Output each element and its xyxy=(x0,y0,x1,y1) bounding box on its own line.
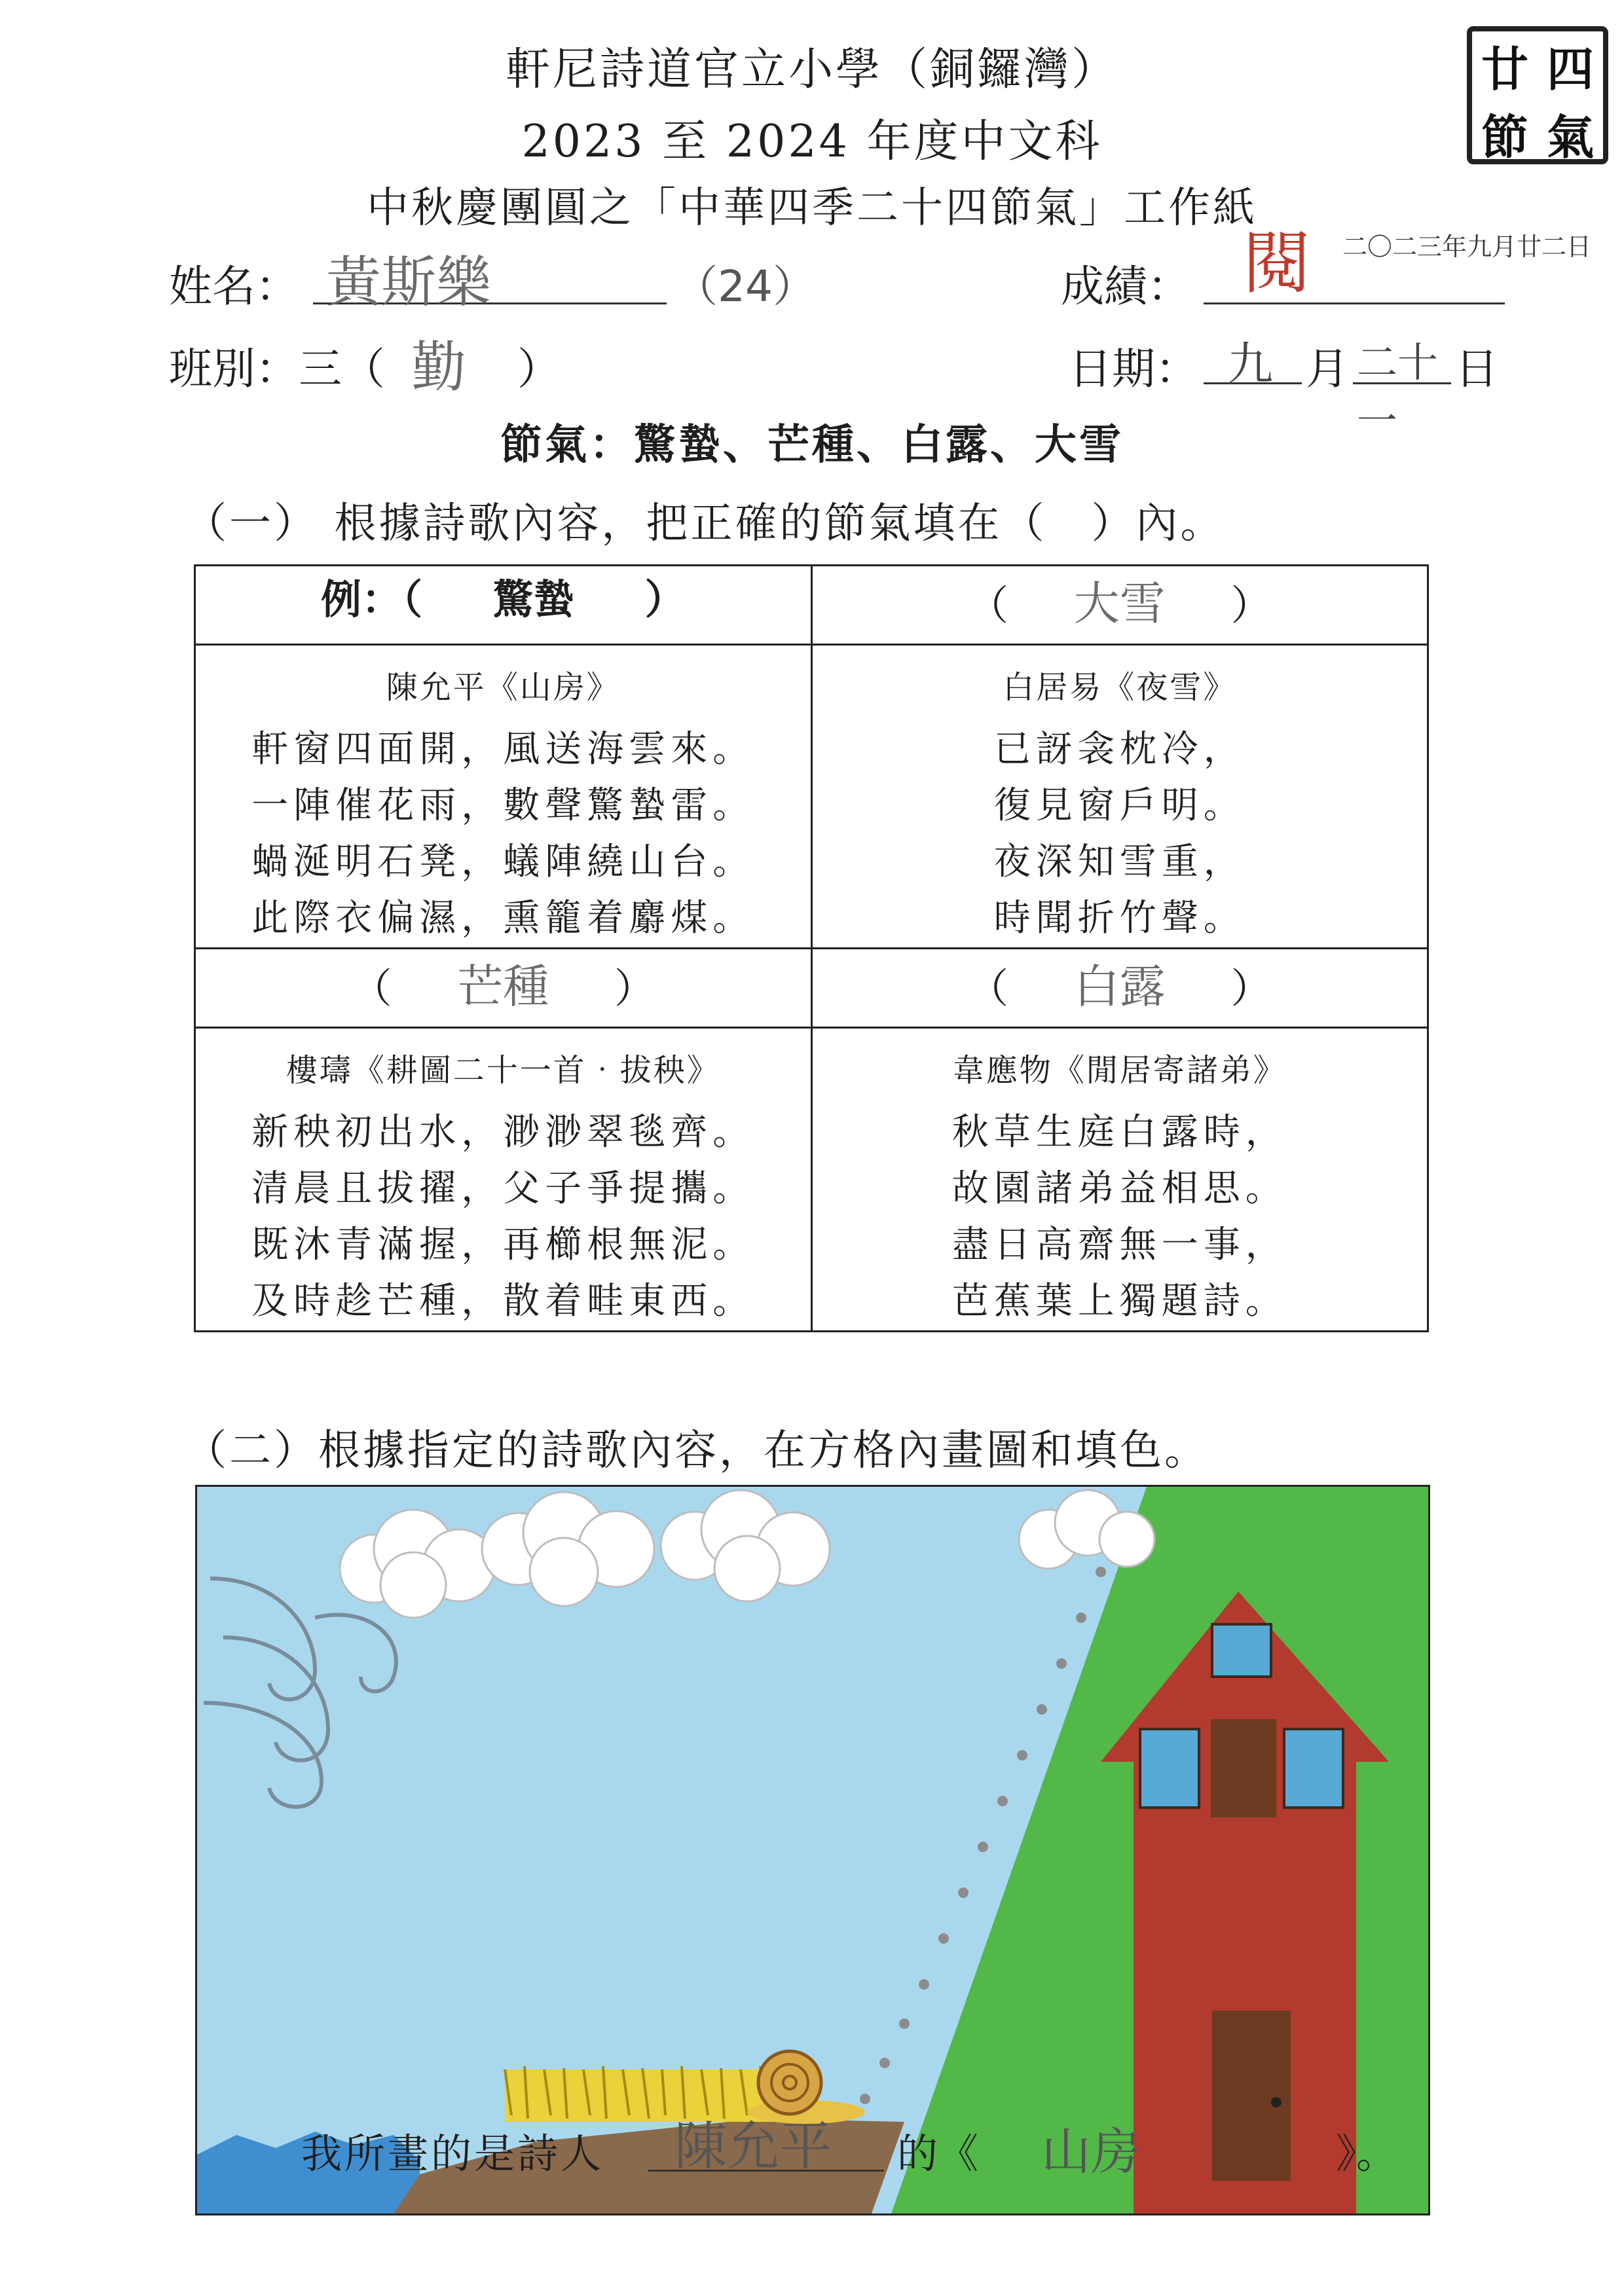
poet-answer-field[interactable] xyxy=(648,2109,884,2177)
section2-instruction: （二）根據指定的詩歌內容，在方格內畫圖和填色。 xyxy=(185,1427,1209,1475)
poet-answer: 陳允平 xyxy=(674,2116,832,2177)
poem-line: 此際衣偏濕，熏籠着麝煤。 xyxy=(251,897,755,939)
poem-line: 清晨且拔擢，父子爭提攜。 xyxy=(251,1167,755,1210)
poem-line: 蝸涎明石凳，蟻陣繞山台。 xyxy=(251,841,755,883)
poem-line: 既沐青滿握，再櫛根無泥。 xyxy=(251,1224,755,1266)
answer-3: 白露 xyxy=(1073,960,1166,1013)
answer-close: ） xyxy=(614,964,655,1012)
solar-terms-heading: 節氣：驚蟄、芒種、白露、大雪 xyxy=(500,420,1124,469)
answer-cell-example xyxy=(195,566,812,645)
poem-line: 新秧初出水，渺渺翠毯齊。 xyxy=(251,1111,755,1154)
answer-open: （ xyxy=(968,581,1009,629)
class-number: （24） xyxy=(674,261,816,312)
poem-cell xyxy=(811,1028,1428,1332)
poem-line: 一陣催花雨，數聲驚蟄雷。 xyxy=(251,784,755,827)
answer-cell-3[interactable] xyxy=(811,949,1428,1028)
answer-open: （ xyxy=(968,964,1009,1012)
class-label: 班別：三（ xyxy=(169,344,385,394)
poem-title: 韋應物《閒居寄諸弟》 xyxy=(952,1052,1287,1089)
answer-close: ） xyxy=(1230,964,1272,1012)
poem-line: 秋草生庭白露時， xyxy=(951,1111,1287,1154)
name-field[interactable] xyxy=(313,242,667,314)
grade-mark: 閱 xyxy=(1243,223,1312,303)
class-close: ） xyxy=(517,344,561,394)
date-day-suffix: 日 xyxy=(1455,344,1498,394)
poem-line: 已訝衾枕冷， xyxy=(993,728,1246,771)
poem-table xyxy=(194,564,1429,1332)
academic-year: 2023 至 2024 年度中文科 xyxy=(521,116,1103,168)
poem-cell xyxy=(195,645,812,949)
seal-char: 廿 xyxy=(1481,42,1528,97)
date-month-suffix: 月 xyxy=(1306,344,1349,394)
school-name: 軒尼詩道官立小學（銅鑼灣） xyxy=(505,44,1118,96)
date-month-field[interactable] xyxy=(1204,327,1302,391)
answer-1: 大雪 xyxy=(1073,577,1166,630)
date-month: 九 xyxy=(1227,337,1273,391)
date-day-field[interactable] xyxy=(1353,327,1451,445)
poem-cell xyxy=(195,1028,812,1332)
worksheet-title: 中秋慶團圓之「中華四季二十四節氣」工作紙 xyxy=(367,184,1257,232)
answer-open: （ xyxy=(351,964,392,1012)
caption-suffix: 》。 xyxy=(1336,2130,1397,2178)
poem-title: 樓璹《耕圖二十一首‧拔秧》 xyxy=(286,1052,720,1089)
answer-2: 芒種 xyxy=(457,960,549,1013)
answer-example: 驚蟄 xyxy=(492,575,574,623)
answer-close: ） xyxy=(644,575,686,623)
poem-line: 時聞折竹聲。 xyxy=(993,897,1246,939)
grade-label: 成績： xyxy=(1061,261,1190,312)
caption-prefix: 我所畫的是詩人 xyxy=(301,2130,604,2178)
answer-close: ） xyxy=(1230,581,1272,629)
date-day: 二十一 xyxy=(1357,338,1439,445)
poem-line: 芭蕉葉上獨題詩。 xyxy=(951,1280,1287,1322)
date-label: 日期： xyxy=(1069,344,1198,394)
seal-char: 氣 xyxy=(1546,110,1594,165)
poem-line: 復見窗戶明。 xyxy=(993,784,1246,827)
seal-char: 節 xyxy=(1481,110,1528,165)
grade-date: 二〇二三年九月廿二日 xyxy=(1342,232,1592,261)
poem-line: 夜深知雪重， xyxy=(993,841,1246,883)
seal-char: 四 xyxy=(1546,42,1594,97)
section1-instruction: （一） 根據詩歌內容，把正確的節氣填在（ ）內。 xyxy=(185,500,1225,548)
poem-answer: 山房 xyxy=(1041,2123,1141,2181)
poem-title: 白居易《夜雪》 xyxy=(1003,669,1237,706)
answer-cell-2[interactable] xyxy=(195,949,812,1028)
poem-line: 盡日高齋無一事， xyxy=(951,1224,1287,1266)
name-label: 姓名： xyxy=(169,261,299,312)
caption-mid: 的《 xyxy=(897,2130,979,2178)
answer-open: 例：（ xyxy=(321,575,423,623)
poem-line: 及時趁芒種，散着畦東西。 xyxy=(251,1280,755,1322)
poem-answer-field[interactable] xyxy=(989,2112,1316,2181)
poem-title: 陳允平《山房》 xyxy=(386,669,620,706)
class-value: 勤 xyxy=(411,335,467,399)
poem-line: 故園諸弟益相思。 xyxy=(951,1167,1287,1210)
answer-cell-1[interactable] xyxy=(811,566,1428,645)
poem-cell xyxy=(811,645,1428,949)
name-value: 黃斯樂 xyxy=(326,250,492,314)
poem-line: 軒窗四面開，風送海雲來。 xyxy=(251,728,755,771)
solar-terms-seal xyxy=(1467,26,1608,164)
